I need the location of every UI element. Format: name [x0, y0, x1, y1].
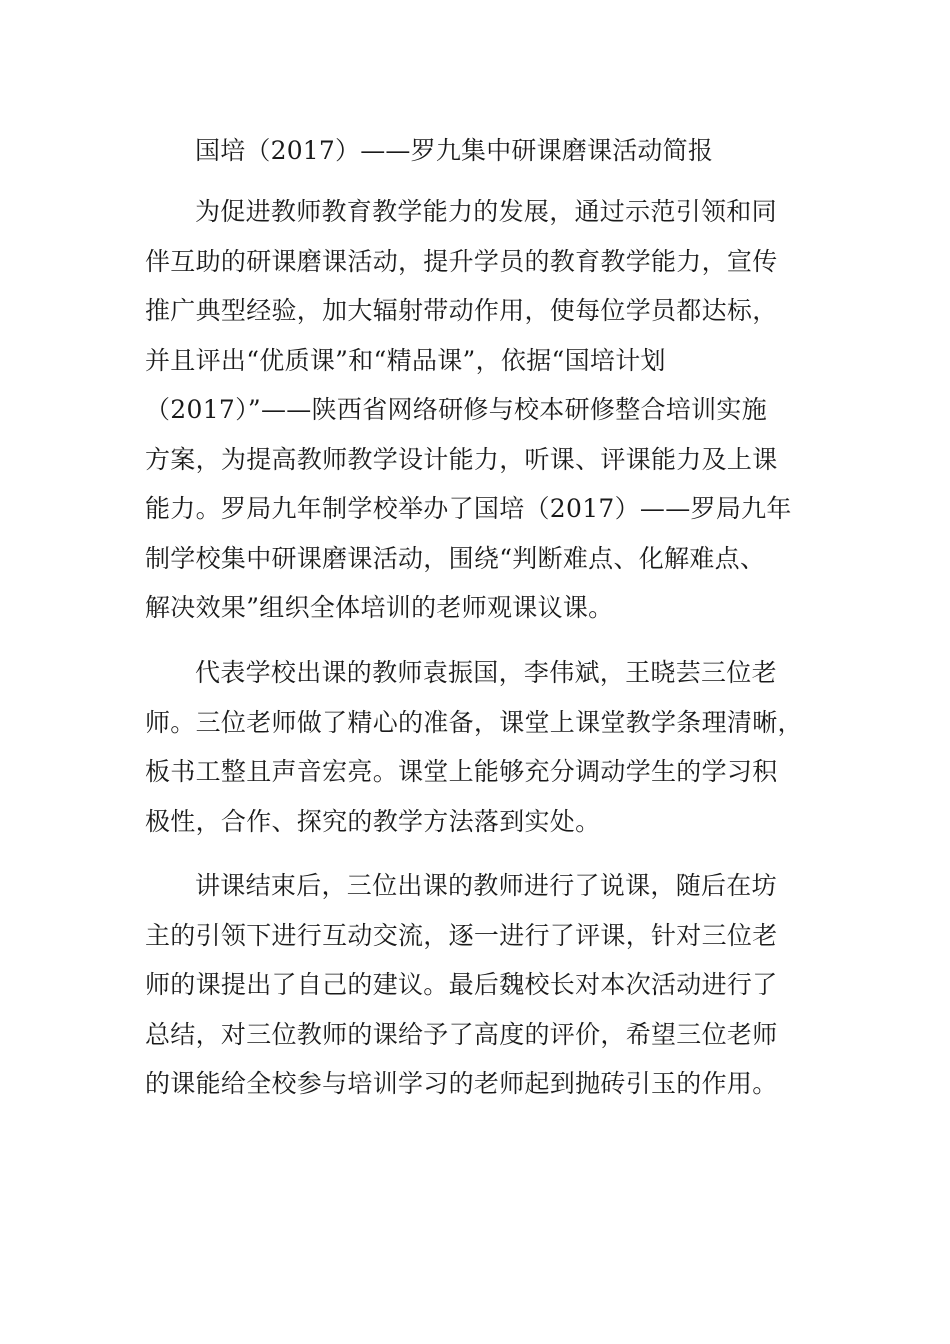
paragraph-line: 为促进教师教育教学能力的发展，通过示范引领和同 — [195, 197, 777, 226]
paragraph-1 — [145, 187, 845, 633]
paragraph-line: 方案，为提高教师教学设计能力，听课、评课能力及上课 — [145, 444, 778, 474]
paragraph-line: 并且评出“优质课”和“精品课”，依据“国培计划 — [145, 345, 666, 375]
paragraph-line: 制学校集中研课磨课活动，围绕“判断难点、化解难点、 — [145, 543, 766, 573]
paragraph-line: 推广典型经验，加大辐射带动作用，使每位学员都达标， — [145, 296, 778, 325]
paragraph-line: 极性，合作、探究的教学方法落到实处。 — [145, 806, 601, 836]
paragraph-line: 解决效果”组织全体培训的老师观课议课。 — [145, 593, 614, 622]
paragraph-line: 代表学校出课的教师袁振国，李伟斌，王晓芸三位老 — [195, 658, 777, 687]
paragraph-line: 伴互助的研课磨课活动，提升学员的教育教学能力，宣传 — [145, 246, 778, 276]
paragraph-2 — [145, 648, 845, 846]
document-title: 国培（2017）——罗九集中研课磨课活动简报 — [195, 136, 714, 165]
paragraph-line: 板书工整且声音宏亮。课堂上能够充分调动学生的学习积 — [145, 757, 778, 786]
paragraph-line: 总结，对三位教师的课给予了高度的评价，希望三位老师 — [145, 1019, 778, 1049]
paragraph-line: （2017）”——陕西省网络研修与校本研修整合培训实施 — [145, 395, 768, 424]
paragraph-line: 主的引领下进行互动交流，逐一进行了评课，针对三位老 — [145, 920, 778, 950]
paragraph-line: 的课能给全校参与培训学习的老师起到抛砖引玉的作用。 — [145, 1069, 778, 1098]
paragraph-line: 讲课结束后，三位出课的教师进行了说课，随后在坊 — [195, 871, 777, 900]
paragraph-line: 师。三位老师做了精心的准备，课堂上课堂教学条理清晰， — [145, 707, 803, 737]
paragraph-line: 能力。罗局九年制学校举办了国培（2017）——罗局九年 — [145, 494, 792, 523]
paragraph-3 — [145, 861, 845, 1109]
paragraph-line: 师的课提出了自己的建议。最后魏校长对本次活动进行了 — [145, 970, 778, 999]
